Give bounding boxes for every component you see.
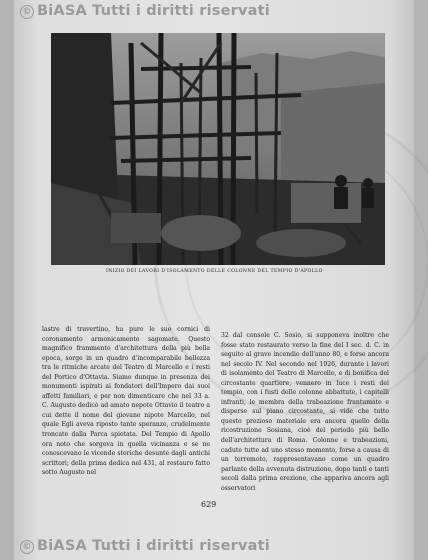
- construction-photo: [51, 33, 385, 265]
- watermark-bottom: [20, 538, 270, 554]
- copyright-icon-bottom: ©: [20, 540, 34, 554]
- article-text-left: lastre di travertino, ha pure le sue cornici di coronamento armonicamente sagomate. Questo magnifico frammento d'architettura della più bella epoca, sorge in un quadro d'incomparabile bellezza tra le ritmiche arcate del Teatro di Marcello e i resti del Portico d'Ottavia. Siamo dunque in presenza dei monumenti ispirati ai fondatori dell'Impero dai suoi affetti familiari, e per non dimenticare che nel 33 a. C. Augusto dedicò ad amato nepote Ottavio il teatro a cui dette il nome del giovane nipote Marcello, nel quale Egli aveva riposto tante speranze, crudelmente troncate dalla Parca spietata. Del Tempio di Apollo ora noto che sorgeva in quella vicinanza e se ne conoscevano le vicende storiche desunte dagli antichi scrittori; della prima dedica nel 431, al restauro fatto sotto Augusto nel: [42, 326, 210, 477]
- watermark-text-top: BiASA Tutti i diritti riservati: [37, 3, 270, 19]
- photo-illustration: [51, 33, 385, 265]
- article-column-left: [42, 325, 210, 478]
- article-column-right: [221, 331, 389, 493]
- watermark-text-bottom: BiASA Tutti i diritti riservati: [37, 538, 270, 554]
- watermark-top: [20, 3, 270, 19]
- magazine-page: [14, 0, 414, 560]
- copyright-icon: ©: [20, 5, 34, 19]
- photo-caption: INIZIO DEI LAVORI D'ISOLAMENTO DELLE COLONNE DEL TEMPIO D'APOLLO: [106, 269, 323, 274]
- article-text-right: 32 dal console C. Sosio, si supponeva inoltre che fosse stato restaurato verso la fine del I sec. d. C. in seguito al grave incendio dell'anno 80, e forse ancora nel secolo IV. Nel secondo nel 1926, durante i lavori di isolamento del Teatro di Marcello, e di bonifica del circostante quartiere, vennero in luce i resti del tempio, con i fusti delle colonne abbattute, i capitelli infranti, le membra della trabeazione frantumate e disperse sul piano circostante, si vide che tutto questo prezioso materiale era ancora quello della ricostruzione Sosiana, cioè del periodo più bello dell'architettura di Roma. Colonne e trabeazioni, cadute tutte ad uno stesso momento, forse a causa di un terremoto, rappresentavano come un quadro parlante della avvenuta distruzione, dopo tanti e tanti secoli dalla prima erezione, che appariva ancora agli osservatori: [221, 332, 389, 492]
- page-number: 629: [201, 500, 217, 509]
